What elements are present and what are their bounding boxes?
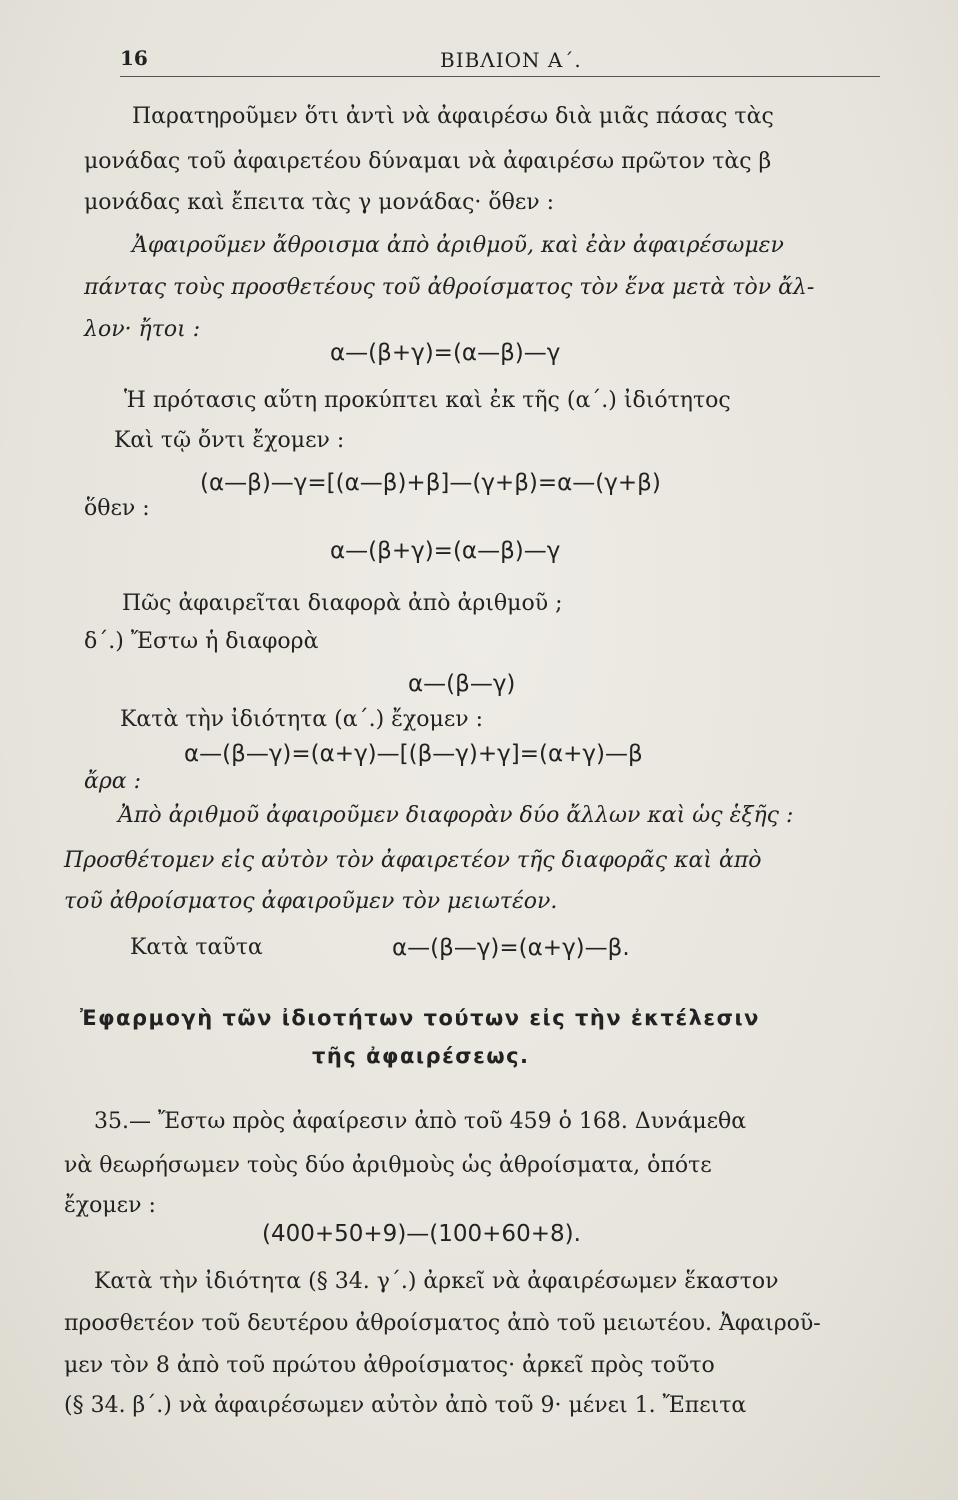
formula: (α—β)—γ=[(α—β)+β]—(γ+β)=α—(γ+β) [200, 470, 661, 496]
text-line: 35.— Ἔστω πρὸς ἀφαίρεσιν ἀπὸ τοῦ 459 ὁ 168. Δυνάμεθα [94, 1109, 747, 1134]
text-line: Ἡ πρότασις αὕτη προκύπτει καὶ ἐκ τῆς (α΄.) ἰδιότητος [124, 388, 731, 413]
text-line: (§ 34. β΄.) νὰ ἀφαιρέσωμεν αὐτὸν ἀπὸ τοῦ 9· μένει 1. Ἔπειτα [64, 1393, 747, 1418]
formula: α—(β—γ) [408, 671, 516, 697]
question-heading: Πῶς ἀφαιρεῖται διαφορὰ ἀπὸ ἀριθμοῦ ; [122, 591, 563, 616]
text-line: ἔχομεν : [64, 1193, 156, 1218]
formula: α—(β—γ)=(α+γ)—[(β—γ)+γ]=(α+γ)—β [184, 741, 643, 767]
text-line: ἄρα : [84, 769, 142, 794]
running-head: ΒΙΒΛΙΟΝ Α΄. [440, 48, 582, 72]
rule-statement-line: Ἀπὸ ἀριθμοῦ ἀφαιροῦμεν διαφορὰν δύο ἄλλων καὶ ὡς ἑξῆς : [118, 803, 794, 828]
text-line: Κατὰ ταῦτα [130, 935, 263, 960]
formula: (400+50+9)—(100+60+8). [262, 1221, 581, 1247]
formula: α—(β—γ)=(α+γ)—β. [392, 935, 630, 961]
text-line: προσθετέον τοῦ δευτέρου ἀθροίσματος ἀπὸ τοῦ μειωτέου. Ἀφαιροῦ- [64, 1311, 821, 1336]
formula: α—(β+γ)=(α—β)—γ [330, 340, 561, 366]
section-heading: Ἐφαρμογὴ τῶν ἰδιοτήτων τούτων εἰς τὴν ἐκτέλεσιν [80, 1006, 760, 1030]
text-line: νὰ θεωρήσωμεν τοὺς δύο ἀριθμοὺς ὡς ἀθροίσματα, ὁπότε [64, 1153, 712, 1178]
section-heading: τῆς ἀφαιρέσεως. [312, 1044, 530, 1068]
rule-statement-line: Προσθέτομεν εἰς αὐτὸν τὸν ἀφαιρετέον τῆς διαφορᾶς καὶ ἀπὸ [64, 848, 762, 873]
page-header [120, 40, 880, 77]
text-line: μονάδας τοῦ ἀφαιρετέου δύναμαι νὰ ἀφαιρέσω πρῶτον τὰς β [84, 149, 772, 174]
text-line: ὅθεν : [84, 496, 150, 521]
text-line: Παρατηροῦμεν ὅτι ἀντὶ νὰ ἀφαιρέσω διὰ μιᾶς πάσας τὰς [132, 104, 774, 129]
text-line: Κατὰ τὴν ἰδιότητα (α΄.) ἔχομεν : [120, 707, 484, 732]
rule-statement-line: Ἀφαιροῦμεν ἄθροισμα ἀπὸ ἀριθμοῦ, καὶ ἐὰν ἀφαιρέσωμεν [132, 233, 784, 258]
text-line: μεν τὸν 8 ἀπὸ τοῦ πρώτου ἀθροίσματος· ἀρκεῖ πρὸς τοῦτο [64, 1353, 715, 1378]
text-line: Κατὰ τὴν ἰδιότητα (§ 34. γ΄.) ἀρκεῖ νὰ ἀφαιρέσωμεν ἕκαστον [94, 1269, 779, 1294]
rule-statement-line: τοῦ ἀθροίσματος ἀφαιροῦμεν τὸν μειωτέον. [64, 889, 558, 914]
rule-statement-line: πάντας τοὺς προσθετέους τοῦ ἀθροίσματος τὸν ἕνα μετὰ τὸν ἄλ- [84, 275, 815, 300]
text-line: μονάδας καὶ ἔπειτα τὰς γ μονάδας· ὅθεν : [84, 190, 555, 215]
text-line: Καὶ τῷ ὄντι ἔχομεν : [114, 428, 345, 453]
rule-statement-line: λον· ἤτοι : [84, 317, 201, 342]
page-number: 16 [120, 46, 148, 70]
formula: α—(β+γ)=(α—β)—γ [330, 538, 561, 564]
text-line: δ΄.) Ἔστω ἡ διαφορὰ [84, 629, 319, 654]
